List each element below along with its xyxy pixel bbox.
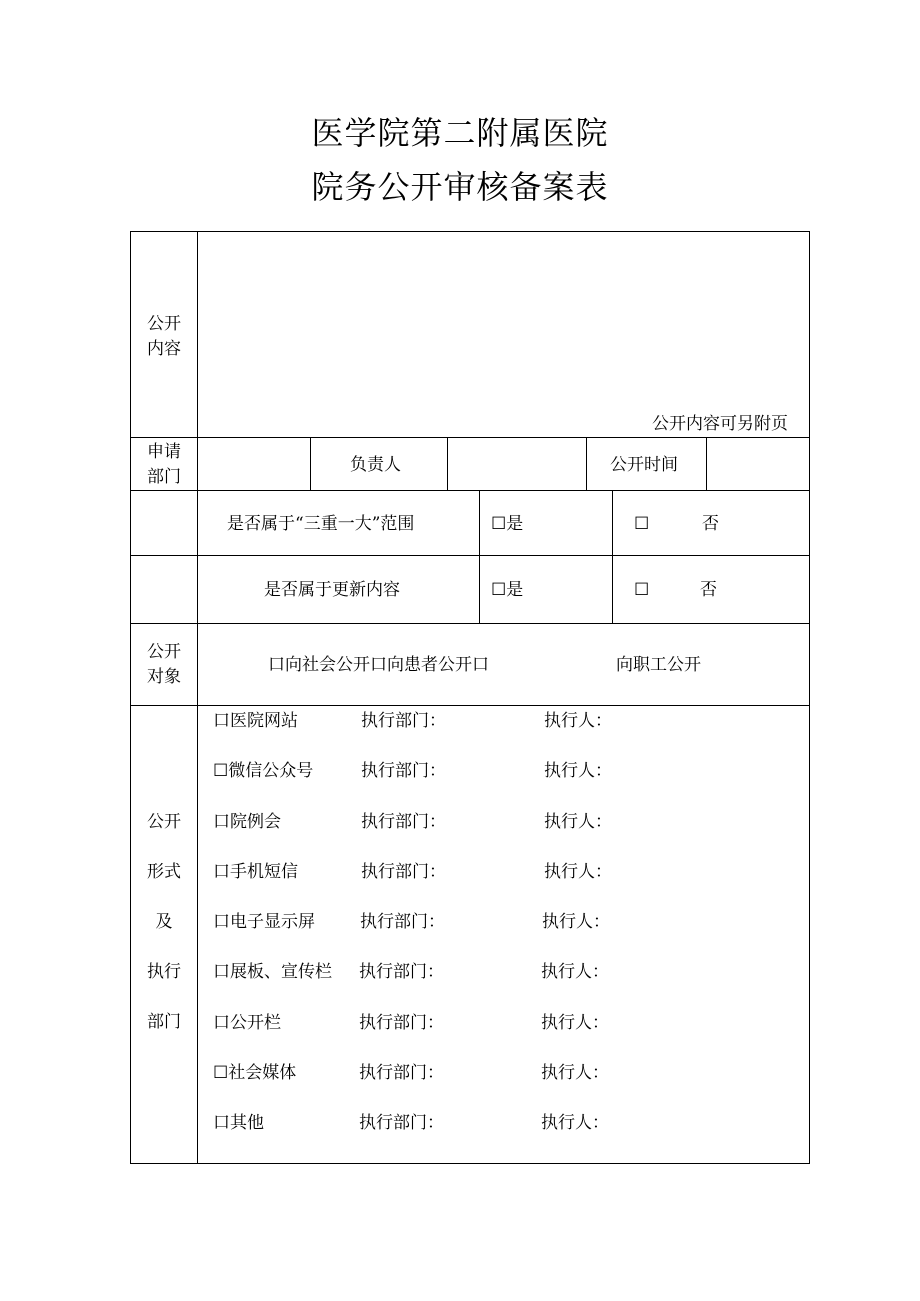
row-divider [131,490,809,491]
exec-person-label: 执行人： [541,1113,609,1133]
content-field[interactable] [198,232,810,436]
column-divider [479,490,480,623]
form-option-checkbox[interactable]: 口展板、宣传栏 [213,962,332,982]
form-option-checkbox[interactable]: 口院例会 [213,812,281,832]
content-label: 公开 内容 [147,314,181,359]
row-divider [131,555,809,556]
exec-person-label: 执行人： [542,912,610,932]
exec-person-label: 执行人： [544,761,612,781]
row-divider [131,705,809,706]
responsible-label: 负责人 [350,455,401,475]
column-divider [586,437,587,490]
form-option-checkbox[interactable]: ☐社会媒体 [213,1063,297,1083]
major-matters-no-label: 否 [702,514,719,534]
exec-person-label: 执行人： [544,862,612,882]
exec-person-label: 执行人： [544,711,612,731]
updated-content-no-label: 否 [700,580,717,600]
apply-dept-field[interactable] [198,438,310,490]
updated-content-no-checkbox[interactable]: ☐ [634,580,650,600]
exec-person-label: 执行人： [544,812,612,832]
exec-dept-label: 执行部门： [359,1013,444,1033]
exec-person-label: 执行人： [541,1013,609,1033]
form-option-checkbox[interactable]: 口手机短信 [213,862,298,882]
content-note: 公开内容可另附页 [652,414,788,434]
title-line-1: 医学院第二附属医院 [311,114,609,152]
publish-time-label: 公开时间 [610,455,678,475]
target-label: 公开 对象 [147,642,181,687]
exec-dept-label: 执行部门： [361,862,446,882]
form-option-checkbox[interactable]: 口医院网站 [213,711,298,731]
question-updated-content: 是否属于更新内容 [264,580,400,600]
row-divider [131,623,809,624]
form-exec-label-3: 及 [155,912,173,932]
exec-person-label: 执行人： [541,962,609,982]
form-exec-label-2: 形式 [147,862,181,882]
column-divider [310,437,311,490]
exec-dept-label: 执行部门： [359,1113,444,1133]
form-exec-label-5: 部门 [147,1012,181,1032]
target-option-staff: 向职工公开 [616,655,701,675]
exec-dept-label: 执行部门： [359,1063,444,1083]
responsible-field[interactable] [448,438,586,490]
exec-dept-label: 执行部门： [359,962,444,982]
target-options[interactable]: 口向社会公开口向患者公开口 [268,655,489,675]
updated-content-yes-checkbox[interactable]: ☐是 [491,580,524,600]
exec-dept-label: 执行部门： [361,812,446,832]
form-option-checkbox[interactable]: 口电子显示屏 [213,912,315,932]
publish-time-field[interactable] [707,438,810,490]
form-option-checkbox[interactable]: 口公开栏 [213,1013,281,1033]
exec-dept-label: 执行部门： [361,711,446,731]
title-line-2: 院务公开审核备案表 [311,168,609,206]
record-form-table [130,231,810,1164]
exec-dept-label: 执行部门： [361,761,446,781]
major-matters-no-checkbox[interactable]: ☐ [634,514,650,534]
apply-dept-label: 申请 部门 [147,442,181,487]
question-major-matters: 是否属于“三重一大”范围 [227,514,415,534]
major-matters-yes-checkbox[interactable]: ☐是 [491,514,524,534]
form-option-checkbox[interactable]: ☐微信公众号 [213,761,314,781]
form-option-checkbox[interactable]: 口其他 [213,1113,264,1133]
form-exec-label-4: 执行 [147,962,181,982]
exec-person-label: 执行人： [541,1063,609,1083]
exec-dept-label: 执行部门： [360,912,445,932]
column-divider [612,490,613,623]
form-exec-label-1: 公开 [147,812,181,832]
